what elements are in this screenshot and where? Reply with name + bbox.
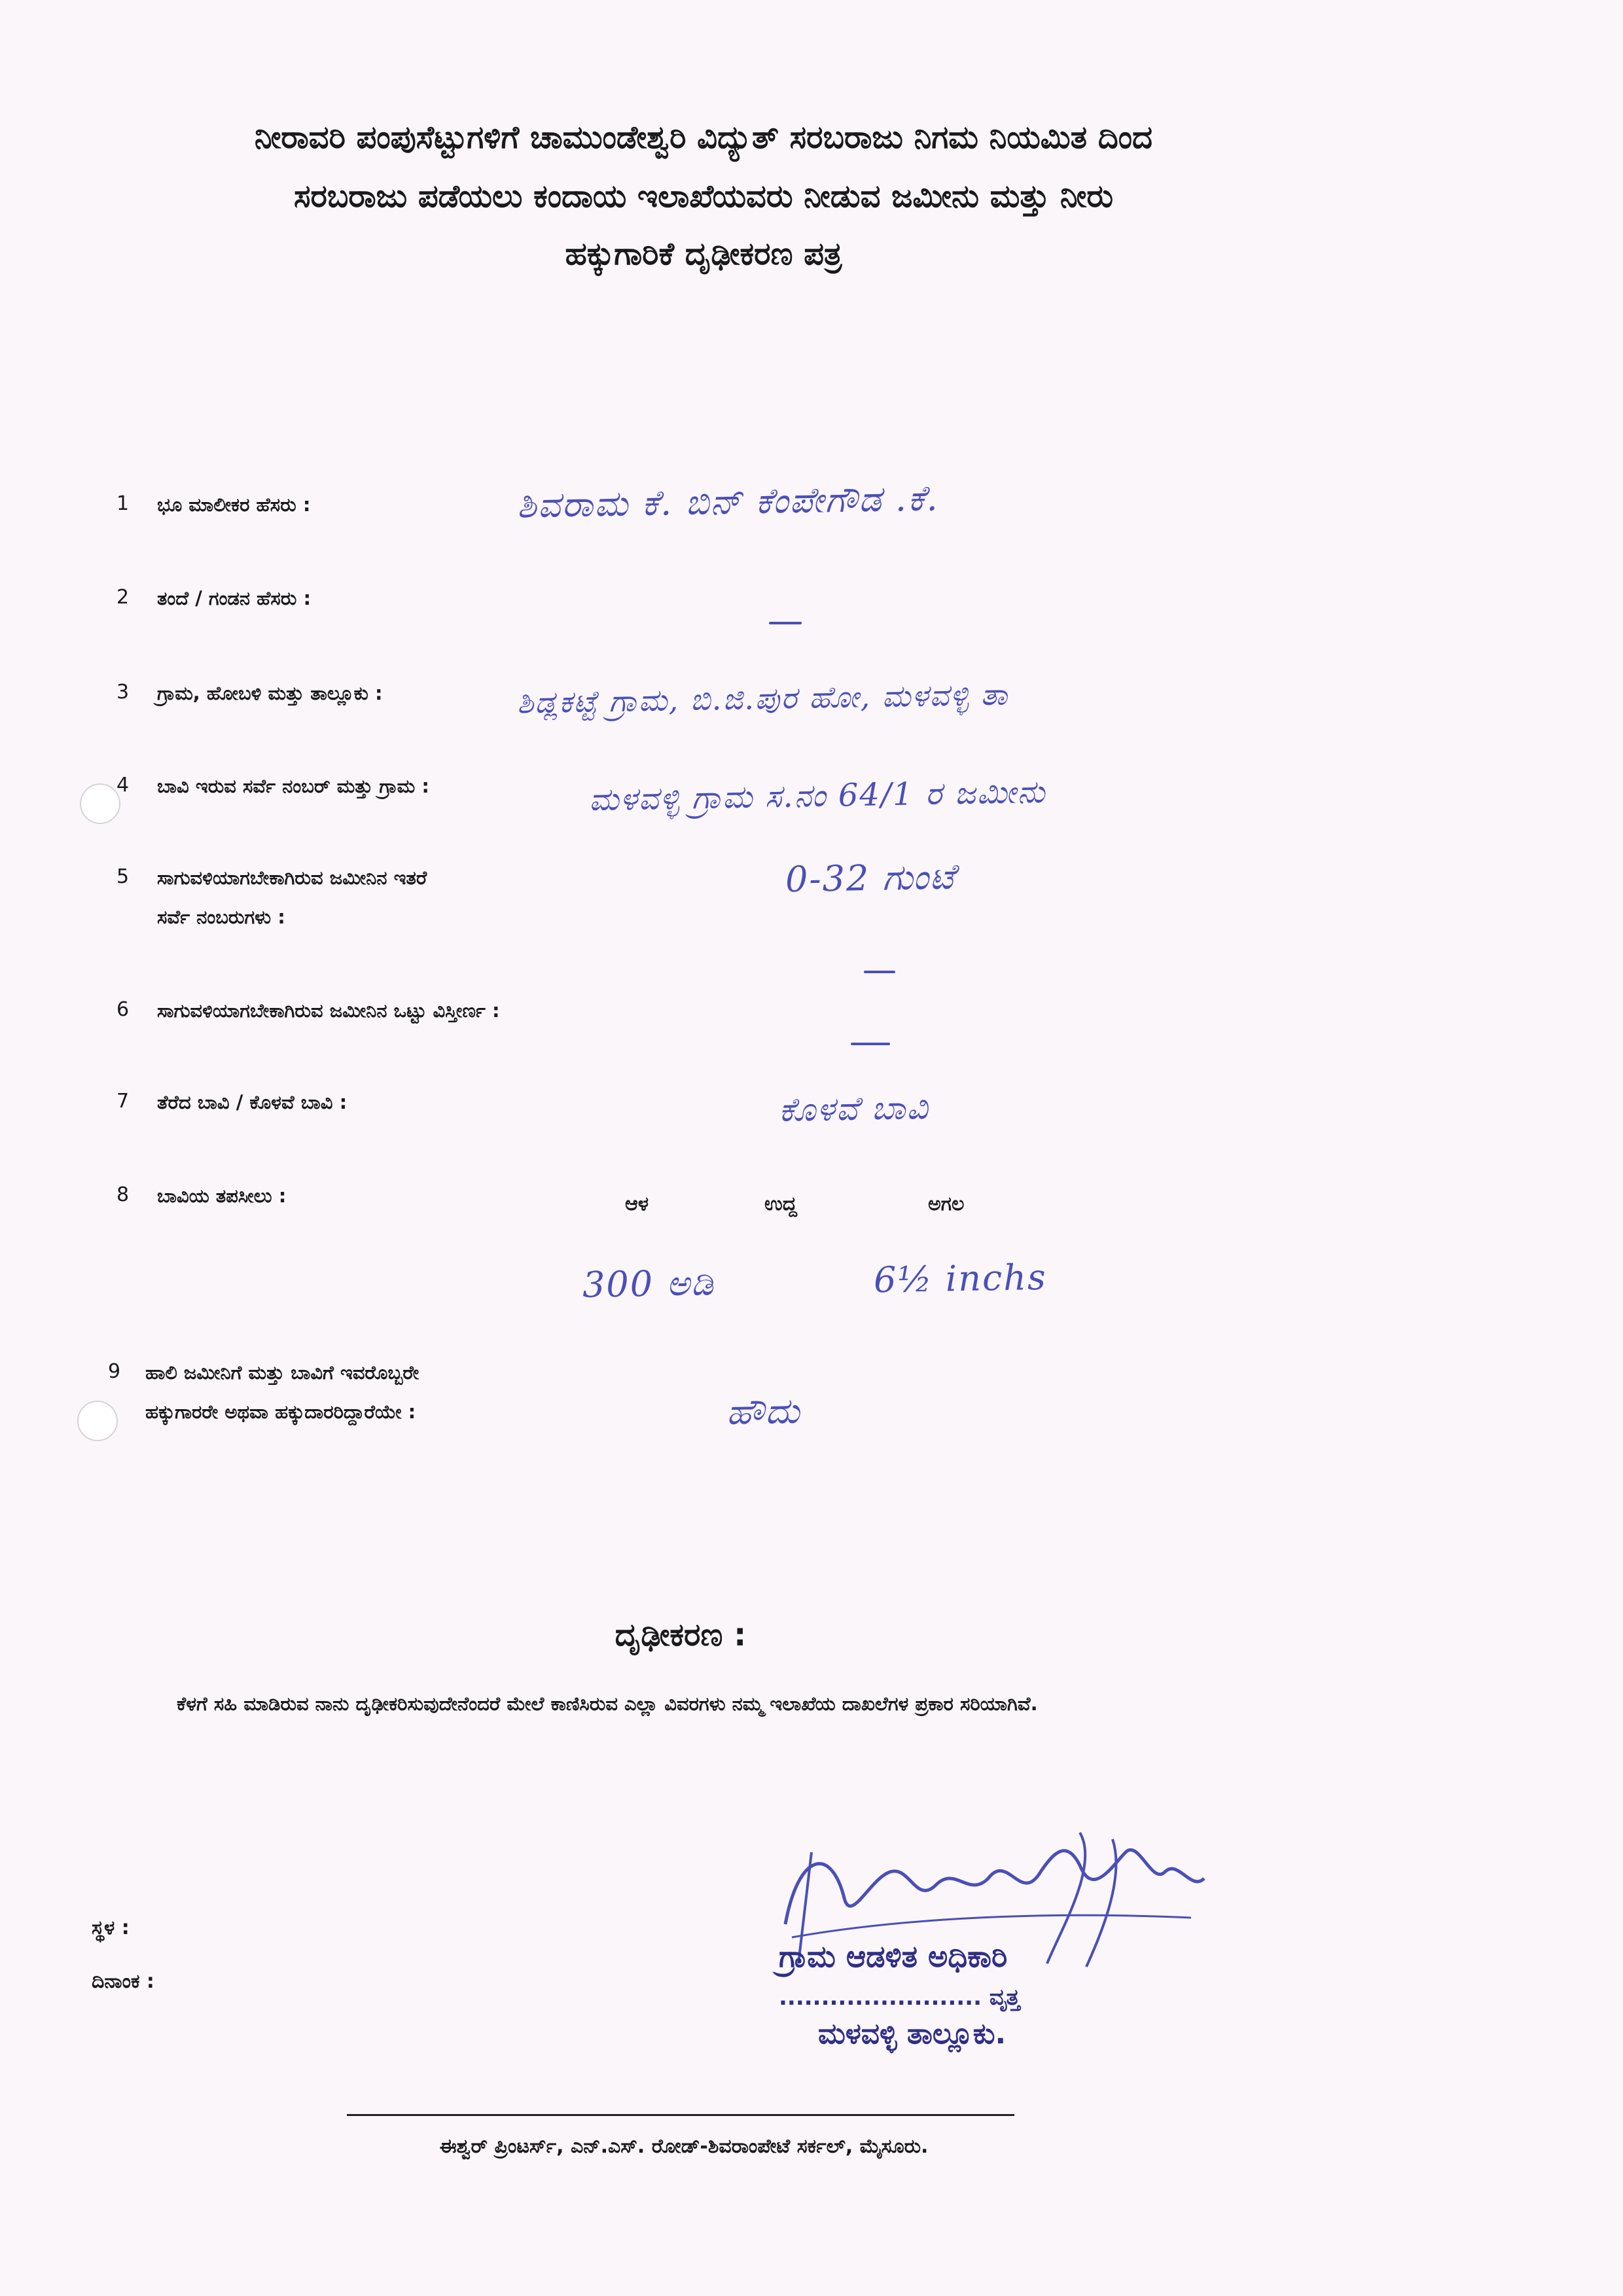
field-number: 1 (116, 492, 130, 515)
field-number: 2 (116, 586, 130, 609)
field-label-well-details: ಬಾವಿಯ ತಪಸೀಲು : (157, 1185, 287, 1207)
certification-text: ಕೆಳಗೆ ಸಹಿ ಮಾಡಿರುವ ನಾನು ದೃಢೀಕರಿಸುವುದೇನೆಂದರೆ ಮೇಲೆ ಕಾಣಿಸಿರುವ ಎಲ್ಲಾ ವಿವರಗಳು ನಮ್ಮ ಇಲಾಖೆಯ ದಾಖಲೆಗಳ ಪ್ರಕಾರ ಸರಿಯಾಗಿವೆ. (177, 1693, 1038, 1715)
field-label-owner-name: ಭೂ ಮಾಲೀಕರ ಹೆಸರು : (157, 493, 311, 516)
date-label: ದಿನಾಂಕ : (92, 1970, 154, 1993)
column-breadth: ಅಗಲ (928, 1193, 965, 1215)
stamp-title: ಗ್ರಾಮ ಆಡಳಿತ ಅಧಿಕಾರಿ (779, 1939, 1008, 1974)
field-value-well-depth: 300 ಅಡಿ (582, 1262, 715, 1306)
form-title-line-2: ಸರಬರಾಜು ಪಡೆಯಲು ಕಂದಾಯ ಇಲಾಖೆಯವರು ನೀಡುವ ಜಮೀನು ಮತ್ತು ನೀರು (293, 178, 1114, 215)
field-number: 6 (116, 998, 130, 1021)
blank-value-dash (851, 1043, 890, 1045)
blank-value-dash (864, 971, 895, 973)
stamp-taluk: ಮಳವಳ್ಳಿ ತಾಲ್ಲೂಕು. (818, 2017, 1007, 2051)
field-number: 4 (116, 774, 130, 797)
field-label-village: ಗ್ರಾಮ, ಹೋಬಳಿ ಮತ್ತು ತಾಲ್ಲೂಕು : (157, 682, 383, 704)
place-label: ಸ್ಥಳ : (92, 1916, 130, 1939)
form-title-line-3: ಹಕ್ಕುಗಾರಿಕೆ ದೃಢೀಕರಣ ಪತ್ರ (565, 236, 842, 272)
form-title-line-1: ನೀರಾವರಿ ಪಂಪುಸೆಟ್ಟುಗಳಿಗೆ ಚಾಮುಂಡೇಶ್ವರಿ ವಿದ್ಯುತ್ ಸರಬರಾಜು ನಿಗಮ ನಿಯಮಿತ ದಿಂದ (254, 119, 1153, 156)
certification-title: ದೃಢೀಕರಣ : (615, 1617, 747, 1653)
field-number: 5 (116, 865, 130, 888)
field-number: 3 (116, 681, 130, 704)
field-label-father-name: ತಂದೆ / ಗಂಡನ ಹೆಸರು : (157, 587, 312, 609)
field-label-well-type: ತೆರೆದ ಬಾವಿ / ಕೊಳವೆ ಬಾವಿ : (157, 1091, 348, 1113)
printer-credit: ಈಶ್ವರ್ ಪ್ರಿಂಟರ್ಸ್, ಎನ್.ಎಸ್. ರೋಡ್-ಶಿವರಾಂಪೇಟೆ ಸರ್ಕಲ್, ಮೈಸೂರು. (439, 2135, 929, 2158)
column-depth: ಆಳ (625, 1193, 649, 1215)
field-value-owner-name: ಶಿವರಾಮ ಕೆ. ಬಿನ್ ಕೆಂಪೇಗೌಡ .ಕೆ. (516, 477, 940, 526)
column-length: ಉದ್ದ (764, 1193, 797, 1215)
footer-divider (347, 2114, 1014, 2116)
field-number: 8 (116, 1183, 130, 1206)
field-label-survey-number: ಬಾವಿ ಇರುವ ಸರ್ವೆ ನಂಬರ್ ಮತ್ತು ಗ್ರಾಮ : (157, 775, 429, 797)
field-value-well-width: 6½ inchs (873, 1256, 1048, 1301)
field-label-sole-owner-line-1: ಹಾಲಿ ಜಮೀನಿಗೆ ಮತ್ತು ಬಾವಿಗೆ ಇವರೊಬ್ಬರೇ (145, 1361, 419, 1384)
field-value-sole-owner: ಹೌದು (726, 1390, 802, 1433)
field-label-total-extent: ಸಾಗುವಳಿಯಾಗಬೇಕಾಗಿರುವ ಜಮೀನಿನ ಒಟ್ಟು ವಿಸ್ತೀರ್ಣ : (157, 999, 500, 1022)
field-number: 9 (108, 1360, 121, 1383)
blank-value-dash (769, 622, 802, 624)
field-value-other-survey: 0-32 ಗುಂಟೆ (785, 855, 956, 901)
field-label-other-survey-line-2: ಸರ್ವೆ ನಂಬರುಗಳು : (157, 906, 285, 928)
punch-hole-bottom (77, 1401, 118, 1441)
field-value-survey-number: ಮಳವಳ್ಳಿ ಗ್ರಾಮ ಸ.ನಂ 64/1 ರ ಜಮೀನು (588, 773, 1046, 819)
field-label-other-survey-line-1: ಸಾಗುವಳಿಯಾಗಬೇಕಾಗಿರುವ ಜಮೀನಿನ ಇತರೆ (157, 867, 427, 889)
field-value-well-type: ಕೊಳವೆ ಬಾವಿ (778, 1088, 930, 1129)
field-label-sole-owner-line-2: ಹಕ್ಕುಗಾರರೇ ಅಥವಾ ಹಕ್ಕುದಾರರಿದ್ದಾರೆಯೇ : (145, 1401, 416, 1423)
field-value-village: ಶಿಡ್ಲಕಟ್ಟೆ ಗ್ರಾಮ, ಬಿ.ಜಿ.ಪುರ ಹೋ, ಮಳವಳ್ಳಿ ತಾ (516, 676, 1009, 721)
field-number: 7 (116, 1090, 130, 1113)
stamp-circle: ........................ ವೃತ್ತ (779, 1984, 1020, 2011)
punch-hole-top (80, 783, 120, 824)
